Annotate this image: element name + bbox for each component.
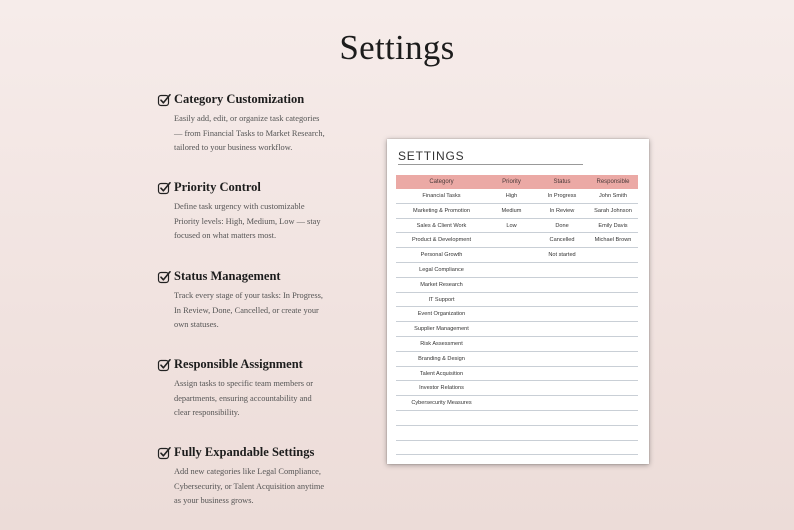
cell-responsible xyxy=(588,278,638,292)
table-row xyxy=(396,337,638,352)
cell-status: Done xyxy=(555,222,569,229)
feature-heading xyxy=(157,268,372,285)
feature-item xyxy=(157,268,372,333)
cell-responsible xyxy=(588,248,638,262)
cell-status xyxy=(536,381,588,395)
table-row xyxy=(396,278,638,293)
cell-priority xyxy=(487,352,536,366)
cell-priority xyxy=(487,381,536,395)
cell-status: In Review xyxy=(549,207,575,214)
cell-priority xyxy=(487,426,536,440)
feature-description-line: focused on what matters most. xyxy=(174,231,277,240)
cell-category: Personal Growth xyxy=(420,252,463,259)
header-category: Category xyxy=(429,179,454,185)
table-row xyxy=(396,426,638,441)
sheet-title-divider xyxy=(398,164,583,165)
table-row xyxy=(396,441,638,456)
cell-category: Cybersecurity Measures xyxy=(411,400,472,407)
cell-status: In Progress xyxy=(547,193,577,199)
feature-heading xyxy=(157,179,372,196)
cell-responsible: John Smith xyxy=(599,193,627,199)
feature-title: Status Management xyxy=(174,269,281,283)
cell-responsible: Sarah Johnson xyxy=(594,207,632,214)
feature-heading xyxy=(157,91,372,108)
table-row xyxy=(396,293,638,308)
feature-heading xyxy=(157,444,372,461)
cell-responsible xyxy=(588,381,638,395)
cell-status xyxy=(536,411,588,425)
table-body xyxy=(396,189,638,455)
cell-category: Branding & Design xyxy=(418,355,465,362)
feature-description-line: — from Financial Tasks to Market Research, xyxy=(174,128,325,138)
cell-priority xyxy=(487,441,536,455)
cell-category: Event Organization xyxy=(417,311,466,318)
table-row xyxy=(396,263,638,278)
feature-description-line: tailored to your business workflow. xyxy=(174,143,293,152)
cell-status xyxy=(536,293,588,307)
cell-priority xyxy=(487,307,536,321)
cell-responsible xyxy=(588,337,638,351)
feature-description-line: Assign tasks to specific team members or xyxy=(174,379,314,388)
cell-status xyxy=(536,396,588,410)
cell-responsible xyxy=(588,396,638,410)
feature-title: Responsible Assignment xyxy=(174,357,303,371)
feature-title: Category Customization xyxy=(174,92,305,106)
feature-description xyxy=(157,465,372,509)
cell-status xyxy=(536,441,588,455)
cell-category xyxy=(396,426,487,440)
feature-description-line: Priority levels: High, Medium, Low — stay xyxy=(174,216,321,226)
cell-category: Legal Compliance xyxy=(419,266,464,273)
feature-description-line: as your business grows. xyxy=(174,496,254,505)
cell-category xyxy=(396,441,487,455)
cell-priority xyxy=(487,248,536,262)
feature-description xyxy=(157,200,372,244)
feature-description-line: In Review, Done, Cancelled, or create your xyxy=(174,305,319,315)
cell-priority xyxy=(487,263,536,277)
table-row xyxy=(396,322,638,337)
feature-description-line: Cybersecurity, or Talent Acquisition anytime xyxy=(174,481,325,491)
table-row xyxy=(396,307,638,322)
feature-description-line: Easily add, edit, or organize task categories xyxy=(174,114,320,123)
cell-responsible xyxy=(588,411,638,425)
cell-status: Cancelled xyxy=(549,237,575,244)
cell-responsible xyxy=(588,263,638,277)
feature-description xyxy=(157,112,372,156)
cell-priority xyxy=(487,278,536,292)
feature-description-line: Define task urgency with customizable xyxy=(174,202,305,211)
cell-priority xyxy=(487,233,536,247)
cell-status xyxy=(536,337,588,351)
cell-status xyxy=(536,322,588,336)
feature-title: Fully Expandable Settings xyxy=(174,445,315,459)
table-row xyxy=(396,367,638,382)
header-status: Status xyxy=(553,179,571,185)
feature-description-line: Add new categories like Legal Compliance, xyxy=(174,467,321,476)
cell-priority xyxy=(487,337,536,351)
cell-responsible xyxy=(588,426,638,440)
table-row xyxy=(396,248,638,263)
settings-sheet-preview xyxy=(387,139,649,464)
checkbox-check-icon xyxy=(157,446,171,460)
cell-responsible xyxy=(588,352,638,366)
cell-category: Sales & Client Work xyxy=(416,222,467,229)
checkbox-check-icon xyxy=(157,270,171,284)
feature-heading xyxy=(157,356,372,373)
checkbox-check-icon xyxy=(157,93,171,107)
cell-status xyxy=(536,367,588,381)
header-priority: Priority xyxy=(502,179,521,185)
cell-responsible: Michael Brown xyxy=(594,237,632,244)
feature-title: Priority Control xyxy=(174,180,261,194)
cell-status xyxy=(536,263,588,277)
cell-category: Market Research xyxy=(420,281,463,288)
cell-priority xyxy=(487,322,536,336)
cell-category xyxy=(396,411,487,425)
cell-responsible xyxy=(588,293,638,307)
cell-priority: High xyxy=(505,193,518,199)
cell-category: Financial Tasks xyxy=(422,193,461,199)
cell-status xyxy=(536,278,588,292)
cell-category: IT Support xyxy=(428,296,455,303)
feature-item xyxy=(157,444,372,509)
cell-priority: Medium xyxy=(501,207,522,214)
cell-priority xyxy=(487,293,536,307)
cell-priority xyxy=(487,367,536,381)
checkbox-check-icon xyxy=(157,358,171,372)
table-row xyxy=(396,233,638,248)
cell-status xyxy=(536,426,588,440)
table-row xyxy=(396,396,638,411)
page-title: Settings xyxy=(339,28,455,67)
table-row xyxy=(396,381,638,396)
cell-responsible xyxy=(588,322,638,336)
cell-status xyxy=(536,352,588,366)
cell-responsible xyxy=(588,367,638,381)
feature-description-line: departments, ensuring accountability and xyxy=(174,393,312,403)
table-header-row xyxy=(396,175,638,189)
cell-priority: Low xyxy=(506,222,517,229)
feature-item xyxy=(157,356,372,421)
feature-item xyxy=(157,91,372,156)
table-row xyxy=(396,352,638,367)
feature-description-line: clear responsibility. xyxy=(174,408,240,417)
feature-description-line: own statuses. xyxy=(174,320,219,329)
feature-description xyxy=(157,289,372,333)
table-row xyxy=(396,189,638,204)
cell-priority xyxy=(487,411,536,425)
header-responsible: Responsible xyxy=(596,179,630,185)
feature-description-line: Track every stage of your tasks: In Progress, xyxy=(174,291,324,300)
table-row xyxy=(396,204,638,219)
sheet-title: SETTINGS xyxy=(398,149,465,163)
cell-status xyxy=(536,307,588,321)
cell-category: Product & Development xyxy=(411,237,472,244)
cell-status: Not started xyxy=(548,252,576,259)
cell-category: Risk Assessment xyxy=(420,340,463,347)
cell-category: Marketing & Promotion xyxy=(413,207,470,214)
cell-responsible: Emily Davis xyxy=(598,222,628,229)
table-row xyxy=(396,219,638,234)
checkbox-check-icon xyxy=(157,181,171,195)
cell-priority xyxy=(487,396,536,410)
cell-responsible xyxy=(588,441,638,455)
cell-category: Investor Relations xyxy=(419,385,464,392)
settings-table xyxy=(396,175,638,455)
cell-category: Supplier Management xyxy=(414,326,469,333)
cell-responsible xyxy=(588,307,638,321)
cell-category: Talent Acquisition xyxy=(419,370,464,377)
table-row xyxy=(396,411,638,426)
feature-description xyxy=(157,377,372,421)
feature-item xyxy=(157,179,372,244)
